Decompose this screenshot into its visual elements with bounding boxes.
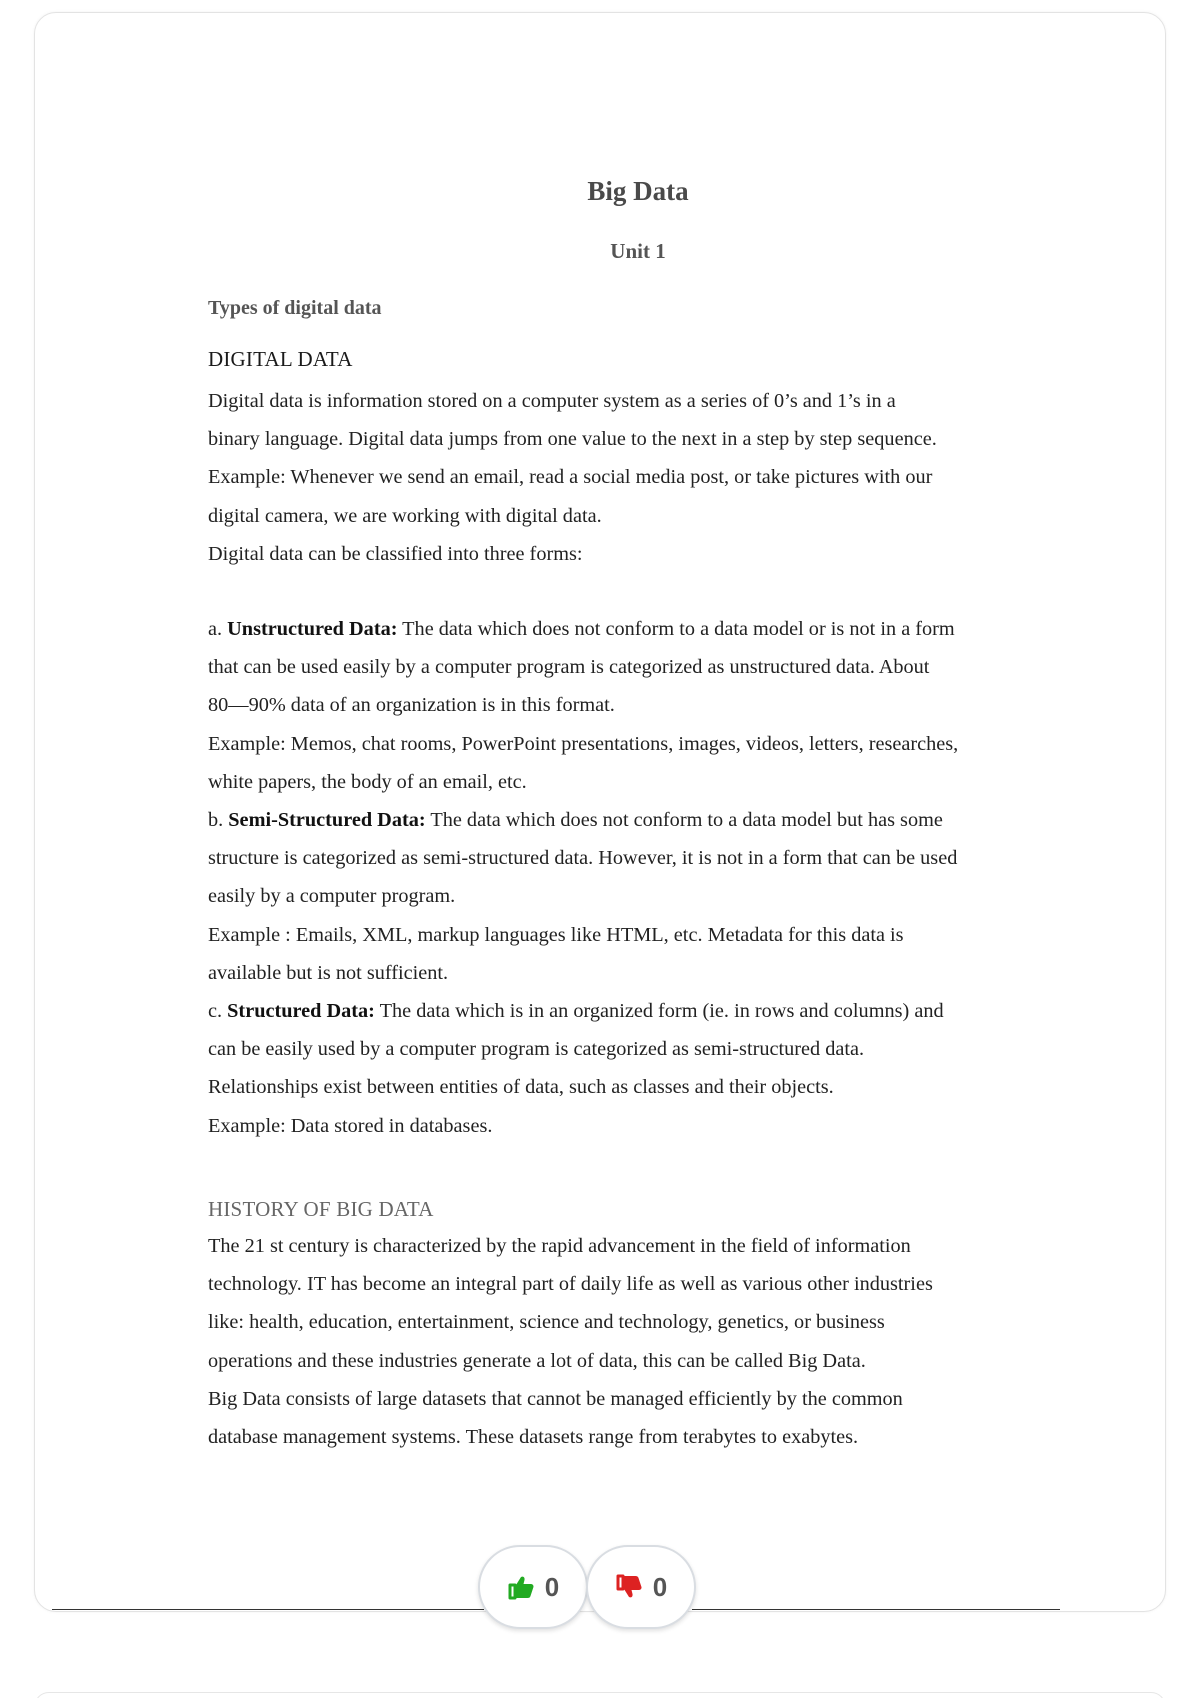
- paragraph-line: database management systems. These datasets range from terabytes to exabytes.: [208, 1426, 859, 1449]
- definition-text: The data which is in an organized form (ie. in rows and columns) and: [374, 1000, 944, 1023]
- paragraph-line: operations and these industries generate a lot of data, this can be called Big Data.: [208, 1349, 866, 1372]
- paragraph-line: Example: Whenever we send an email, read a social media post, or take pictures with our: [208, 466, 933, 489]
- upvote-button[interactable]: [478, 1545, 588, 1629]
- upvote-count: 0: [544, 1571, 560, 1602]
- footer-divider: [692, 1609, 1060, 1610]
- next-card-edge: [34, 1692, 1166, 1698]
- term-unstructured: Unstructured Data:: [227, 618, 398, 640]
- thumbs-up-icon: [507, 1574, 535, 1600]
- digital-data-paragraph: [208, 382, 1068, 573]
- structured-first-line: [208, 992, 1068, 1030]
- paragraph-line: digital camera, we are working with digital data.: [208, 504, 602, 527]
- list-prefix: c.: [208, 1000, 228, 1023]
- document-title: Big Data: [587, 176, 689, 206]
- downvote-button[interactable]: [586, 1545, 696, 1629]
- paragraph-line: Digital data can be classified into three forms:: [208, 542, 583, 565]
- paragraph-line: Example: Memos, chat rooms, PowerPoint presentations, images, videos, letters, researches,: [208, 732, 959, 755]
- unit-label: Unit 1: [610, 239, 666, 263]
- document-card: [34, 12, 1166, 1612]
- paragraph-line: Relationships exist between entities of data, such as classes and their objects.: [208, 1076, 834, 1099]
- paragraph-line: Example: Data stored in databases.: [208, 1114, 493, 1137]
- paragraph-line: structure is categorized as semi-structured data. However, it is not in a form that can be used: [208, 847, 958, 870]
- paragraph-line: can be easily used by a computer program is categorized as semi-structured data.: [208, 1038, 865, 1061]
- paragraph-line: that can be used easily by a computer program is categorized as unstructured data. About: [208, 656, 930, 679]
- paragraph-line: white papers, the body of an email, etc.: [208, 770, 527, 793]
- definition-text: The data which does not conform to a data model or is not in a form: [397, 618, 955, 640]
- section-heading-history: HISTORY OF BIG DATA: [208, 1197, 434, 1221]
- thumbs-down-icon: [615, 1574, 643, 1600]
- vote-controls: [478, 1545, 700, 1629]
- paragraph-line: Big Data consists of large datasets that cannot be managed efficiently by the common: [208, 1387, 903, 1410]
- downvote-count: 0: [652, 1571, 668, 1602]
- subheading: Types of digital data: [208, 297, 382, 319]
- paragraph-line: The 21 st century is characterized by the rapid advancement in the field of information: [208, 1235, 911, 1257]
- paragraph-line: 80—90% data of an organization is in this format.: [208, 694, 615, 717]
- list-prefix: b.: [208, 809, 229, 832]
- list-prefix: a.: [208, 618, 228, 640]
- history-paragraph: [208, 1227, 1068, 1456]
- unstructured-first-line: [208, 610, 1068, 648]
- data-types-paragraph: [208, 610, 1068, 1145]
- paragraph-line: Example : Emails, XML, markup languages like HTML, etc. Metadata for this data is: [208, 923, 904, 946]
- term-structured: Structured Data:: [227, 1000, 375, 1023]
- paragraph-line: available but is not sufficient.: [208, 961, 449, 984]
- paragraph-line: easily by a computer program.: [208, 885, 456, 908]
- definition-text: The data which does not conform to a data model but has some: [425, 809, 943, 832]
- paragraph-line: technology. IT has become an integral part of daily life as well as various other industries: [208, 1273, 933, 1296]
- section-heading-digital-data: DIGITAL DATA: [208, 347, 353, 371]
- paragraph-line: binary language. Digital data jumps from one value to the next in a step by step sequence.: [208, 428, 937, 451]
- paragraph-line: like: health, education, entertainment, science and technology, genetics, or business: [208, 1311, 885, 1334]
- semi-structured-first-line: [208, 801, 1068, 839]
- footer-divider: [52, 1609, 484, 1610]
- paragraph-line: Digital data is information stored on a computer system as a series of 0’s and 1’s in a: [208, 390, 896, 412]
- term-semi-structured: Semi-Structured Data:: [228, 809, 426, 832]
